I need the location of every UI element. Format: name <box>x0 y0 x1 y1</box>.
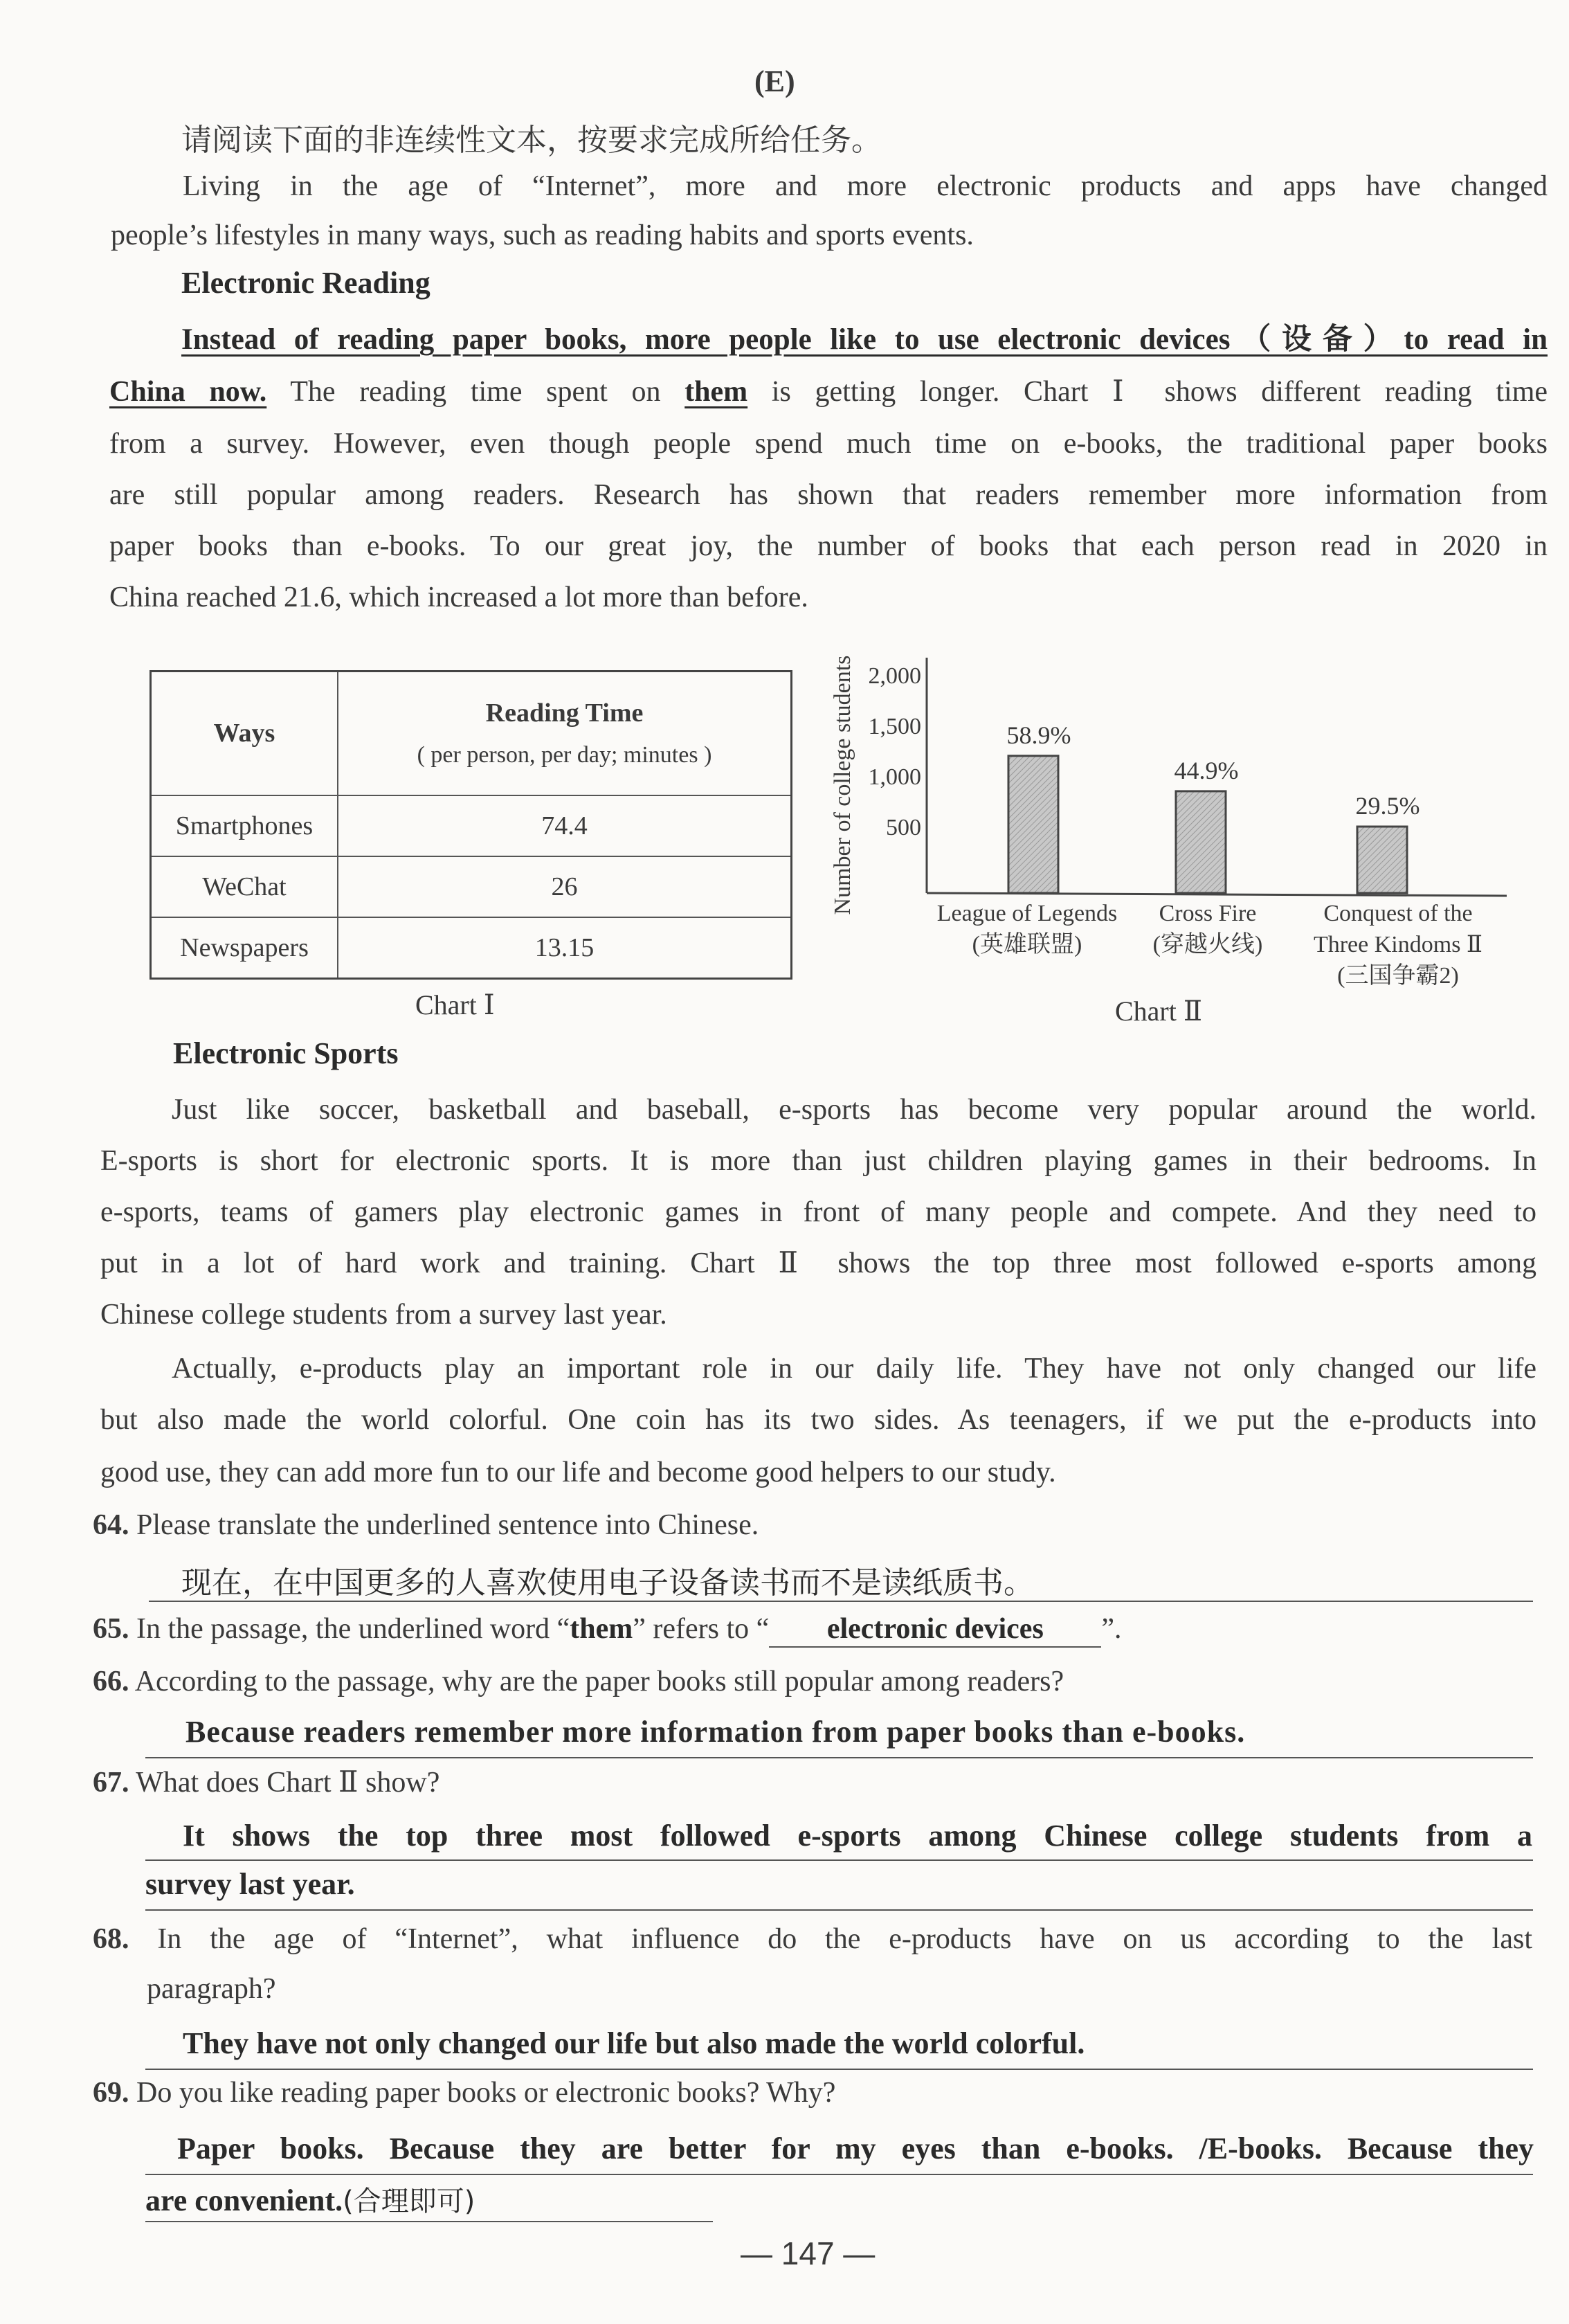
answer-line <box>145 1757 1533 1758</box>
question-number: 66. <box>93 1666 129 1697</box>
quoted-word: them <box>570 1613 633 1645</box>
category-label: (穿越火线) <box>1152 932 1263 957</box>
question-number: 64. <box>93 1509 129 1541</box>
cell-way: Newspapers <box>151 917 338 979</box>
header-title: Reading Time <box>485 699 644 728</box>
page-number: — 147 — <box>741 2235 876 2271</box>
question-number: 67. <box>93 1767 129 1799</box>
data-label: 29.5% <box>1355 792 1420 820</box>
text: The reading time spent on <box>266 376 685 408</box>
reading-line: from a survey. However, even though people spend much time on e-books, the traditional paper books <box>109 428 1548 460</box>
cell-time: 13.15 <box>338 917 792 979</box>
closing-line: good use, they can add more fun to our life and become good helpers to our study. <box>100 1457 1056 1488</box>
answer-text: are convenient. <box>145 2183 343 2217</box>
answer-69-cont <box>145 2179 475 2219</box>
question-text: In the age of “Internet”, what influence do the e-products have on us according to the last <box>157 1923 1532 1955</box>
reading-heading: Electronic Reading <box>181 266 430 300</box>
sports-line: Chinese college students from a survey last year. <box>100 1299 667 1331</box>
sports-line: E-sports is short for electronic sports. It is more than just children playing games in their bedrooms. In <box>100 1145 1536 1177</box>
y-tick-label: 1,500 <box>868 714 921 739</box>
question-text: ”. <box>1101 1613 1122 1645</box>
answer-67: It shows the top three most followed e-sports among Chinese college students from a <box>183 1819 1532 1853</box>
underlined-sentence: Instead of reading paper books, more people like to use electronic devices（设备）to read in <box>181 323 1548 356</box>
sports-line: e-sports, teams of gamers play electronic games in front of many people and compete. And they need to <box>100 1196 1536 1228</box>
closing-line: but also made the world colorful. One coin has its two sides. As teenagers, if we put the e-products into <box>100 1404 1536 1436</box>
question-69 <box>93 2075 835 2110</box>
question-number: 65. <box>93 1613 129 1645</box>
question-text: ” refers to “ <box>633 1613 770 1645</box>
intro-line: Living in the age of “Internet”, more and more electronic products and apps have changed <box>183 170 1548 202</box>
answer-65: electronic devices <box>769 1612 1101 1648</box>
bar <box>1176 791 1226 893</box>
question-text: Do you like reading paper books or electronic books? Why? <box>136 2077 836 2109</box>
question-64 <box>93 1508 759 1542</box>
question-65 <box>93 1612 1121 1648</box>
reading-line: China reached 21.6, which increased a lot more than before. <box>109 582 808 613</box>
category-label: (三国争霸2) <box>1337 963 1459 989</box>
bar <box>1357 827 1407 893</box>
question-number: 69. <box>93 2077 129 2109</box>
table-caption: Chart Ⅰ <box>415 989 495 1020</box>
header-ways: Ways <box>151 672 338 795</box>
question-text: According to the passage, why are the paper books still popular among readers? <box>134 1666 1064 1697</box>
intro-line: people’s lifestyles in many ways, such as reading habits and sports events. <box>111 219 974 251</box>
sports-heading: Electronic Sports <box>173 1036 399 1070</box>
y-tick-label: 500 <box>886 815 921 840</box>
category-label: Three Kindoms Ⅱ <box>1313 932 1483 957</box>
question-text: In the passage, the underlined word “ <box>136 1613 570 1645</box>
question-number: 68. <box>93 1923 129 1955</box>
reading-line: paper books than e-books. To our great joy, the number of books that each person read in 2020 in <box>109 530 1548 562</box>
data-label: 58.9% <box>1006 721 1071 749</box>
cell-time: 74.4 <box>338 795 792 856</box>
answer-line <box>145 2221 713 2222</box>
sports-line: put in a lot of hard work and training. Chart Ⅱ shows the top three most followed e-sports among <box>100 1247 1536 1279</box>
underlined-sentence-end: China now. <box>109 376 267 408</box>
answer-line <box>145 2069 1533 2070</box>
answer-67-cont: survey last year. <box>145 1867 355 1901</box>
y-axis-label: Number of college students <box>830 655 855 915</box>
category-label: Cross Fire <box>1159 901 1257 926</box>
text: is getting longer. Chart Ⅰ shows different reading time <box>747 376 1548 408</box>
bar-chart <box>0 0 1569 1052</box>
answer-line <box>145 2174 1533 2175</box>
answer-note: (合理即可) <box>343 2186 475 2217</box>
question-text: Please translate the underlined sentence into Chinese. <box>136 1509 759 1541</box>
category-label: Conquest of the <box>1323 901 1473 926</box>
section-label: (E) <box>754 64 795 98</box>
category-label: League of Legends <box>936 901 1118 926</box>
cell-way: WeChat <box>151 856 338 917</box>
question-68-cont: paragraph? <box>147 1973 276 2005</box>
cell-time: 26 <box>338 856 792 917</box>
answer-line <box>145 1859 1533 1861</box>
answer-line <box>149 1601 1533 1602</box>
sports-line: Just like soccer, basketball and baseball, e-sports has become very popular around the world. <box>172 1094 1536 1126</box>
header-sub: ( per person, per day; minutes ) <box>417 742 712 768</box>
y-tick-label: 1,000 <box>868 764 921 790</box>
answer-66: Because readers remember more information from paper books than e-books. <box>185 1715 1246 1749</box>
chart-caption: Chart Ⅱ <box>1114 996 1203 1027</box>
bar <box>1008 756 1058 893</box>
question-66 <box>93 1664 1064 1699</box>
category-label: (英雄联盟) <box>972 932 1082 957</box>
question-68 <box>93 1922 1532 1956</box>
cell-way: Smartphones <box>151 795 338 856</box>
y-tick-label: 2,000 <box>868 663 921 689</box>
data-label: 44.9% <box>1174 756 1239 784</box>
reading-line: are still popular among readers. Research has shown that readers remember more information from <box>109 479 1548 511</box>
instruction: 请阅读下面的非连续性文本，按要求完成所给任务。 <box>181 123 882 158</box>
answer-line <box>145 1909 1533 1911</box>
underlined-word-them: them <box>684 376 748 408</box>
answer-64: 现在，在中国更多的人喜欢使用电子设备读书而不是读纸质书。 <box>181 1565 1034 1601</box>
answer-69: Paper books. Because they are better for my eyes than e-books. /E-books. Because they <box>177 2132 1534 2165</box>
question-text: What does Chart Ⅱ show? <box>136 1767 440 1799</box>
closing-line: Actually, e-products play an important role in our daily life. They have not only changed our life <box>172 1353 1536 1385</box>
answer-68: They have not only changed our life but also made the world colorful. <box>183 2026 1085 2060</box>
question-67 <box>93 1765 439 1800</box>
